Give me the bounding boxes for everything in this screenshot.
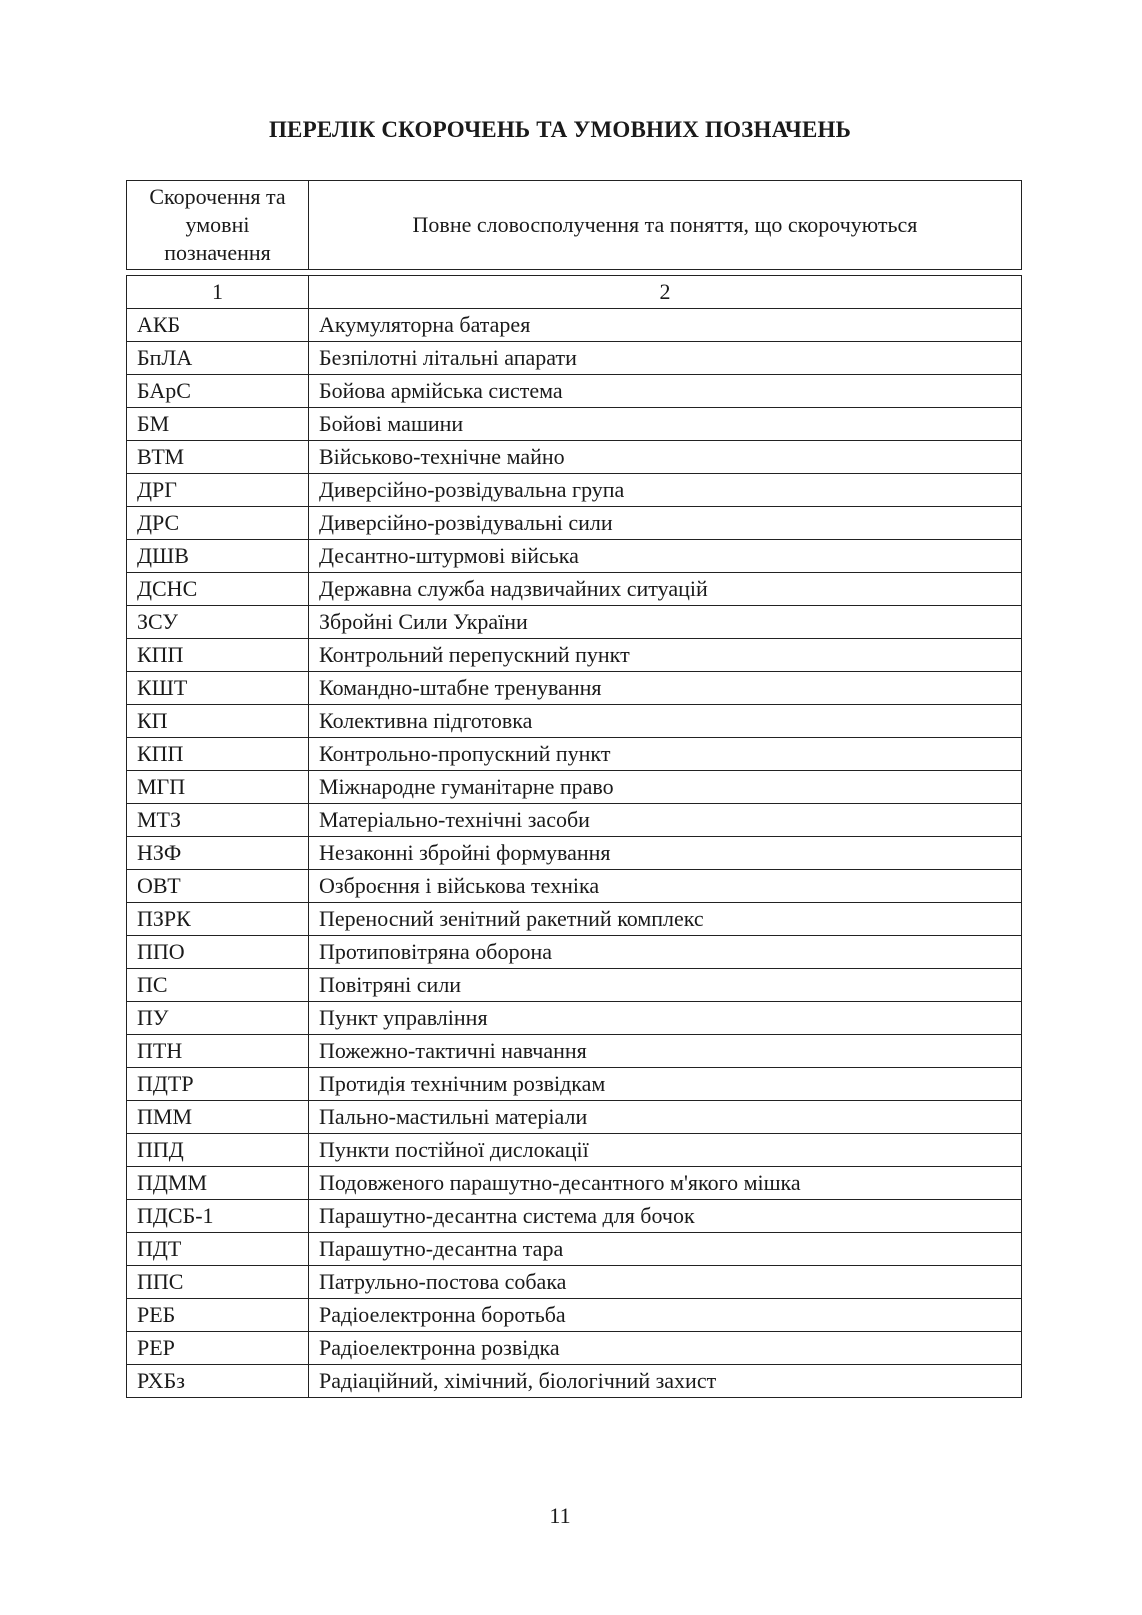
full-term-cell: Акумуляторна батарея <box>309 309 1022 342</box>
table-row <box>127 1365 1022 1398</box>
table-row <box>127 1167 1022 1200</box>
header-abbreviation-cell <box>127 181 309 270</box>
abbreviation-cell: БпЛА <box>127 342 309 375</box>
table-row <box>127 606 1022 639</box>
full-term-cell: Протидія технічним розвідкам <box>309 1068 1022 1101</box>
table-header <box>126 180 1022 270</box>
page-title: ПЕРЕЛІК СКОРОЧЕНЬ ТА УМОВНИХ ПОЗНАЧЕНЬ <box>268 117 852 142</box>
table-row <box>127 1332 1022 1365</box>
full-term-cell: Парашутно-десантна тара <box>309 1233 1022 1266</box>
full-term-cell: Повітряні сили <box>309 969 1022 1002</box>
header-abbreviation-line: позначення <box>164 240 271 265</box>
abbreviation-cell: ОВТ <box>127 870 309 903</box>
abbreviation-cell: ЗСУ <box>127 606 309 639</box>
table-row <box>127 408 1022 441</box>
header-full-term-cell: Повне словосполучення та поняття, що скорочуються <box>309 181 1022 270</box>
table-row <box>127 1299 1022 1332</box>
table-row <box>127 738 1022 771</box>
table-row <box>127 342 1022 375</box>
abbreviation-cell: ПММ <box>127 1101 309 1134</box>
full-term-cell: Державна служба надзвичайних ситуацій <box>309 573 1022 606</box>
column-number: 1 <box>127 276 309 309</box>
full-term-cell: Пожежно-тактичні навчання <box>309 1035 1022 1068</box>
abbreviation-cell: ДРС <box>127 507 309 540</box>
column-number: 2 <box>309 276 1022 309</box>
abbreviation-cell: ППС <box>127 1266 309 1299</box>
full-term-cell: Безпілотні літальні апарати <box>309 342 1022 375</box>
abbreviation-cell: КПП <box>127 639 309 672</box>
abbreviation-cell: ДСНС <box>127 573 309 606</box>
full-term-cell: Незаконні збройні формування <box>309 837 1022 870</box>
full-term-cell: Радіоелектронна розвідка <box>309 1332 1022 1365</box>
full-term-cell: Диверсійно-розвідувальні сили <box>309 507 1022 540</box>
abbreviation-cell: ПДСБ-1 <box>127 1200 309 1233</box>
full-term-cell: Диверсійно-розвідувальна група <box>309 474 1022 507</box>
table-row <box>127 903 1022 936</box>
full-term-cell: Парашутно-десантна система для бочок <box>309 1200 1022 1233</box>
full-term-cell: Військово-технічне майно <box>309 441 1022 474</box>
full-term-cell: Пункт управління <box>309 1002 1022 1035</box>
full-term-cell: Командно-штабне тренування <box>309 672 1022 705</box>
abbreviation-cell: АКБ <box>127 309 309 342</box>
table-row <box>127 507 1022 540</box>
full-term-cell: Міжнародне гуманітарне право <box>309 771 1022 804</box>
column-number-row <box>127 276 1022 309</box>
table-row <box>127 1068 1022 1101</box>
full-term-cell: Патрульно-постова собака <box>309 1266 1022 1299</box>
full-term-cell: Подовженого парашутно-десантного м'якого мішка <box>309 1167 1022 1200</box>
abbreviation-cell: ПДТ <box>127 1233 309 1266</box>
abbreviation-cell: ДРГ <box>127 474 309 507</box>
full-term-cell: Бойова армійська система <box>309 375 1022 408</box>
full-term-cell: Збройні Сили України <box>309 606 1022 639</box>
table-row <box>127 672 1022 705</box>
full-term-cell: Контрольний перепускний пункт <box>309 639 1022 672</box>
table-row <box>127 441 1022 474</box>
page-number: 11 <box>549 1503 571 1528</box>
full-term-cell: Радіаційний, хімічний, біологічний захист <box>309 1365 1022 1398</box>
full-term-cell: Пункти постійної дислокації <box>309 1134 1022 1167</box>
table-row <box>127 837 1022 870</box>
abbreviation-cell: ПУ <box>127 1002 309 1035</box>
abbreviation-cell: ПДММ <box>127 1167 309 1200</box>
table-row <box>127 771 1022 804</box>
table-row <box>127 1002 1022 1035</box>
abbreviation-cell: ППО <box>127 936 309 969</box>
full-term-cell: Десантно-штурмові війська <box>309 540 1022 573</box>
full-term-cell: Протиповітряна оборона <box>309 936 1022 969</box>
abbreviation-cell: ППД <box>127 1134 309 1167</box>
abbreviation-cell: БАрС <box>127 375 309 408</box>
table-row <box>127 309 1022 342</box>
full-term-cell: Бойові машини <box>309 408 1022 441</box>
full-term-cell: Переносний зенітний ракетний комплекс <box>309 903 1022 936</box>
abbreviation-cell: КП <box>127 705 309 738</box>
table-row <box>127 705 1022 738</box>
table-row <box>127 804 1022 837</box>
abbreviation-cell: РХБз <box>127 1365 309 1398</box>
header-abbreviation-line: умовні <box>185 212 250 237</box>
abbreviation-cell: КШТ <box>127 672 309 705</box>
table-row <box>127 969 1022 1002</box>
abbreviation-cell: ДШВ <box>127 540 309 573</box>
full-term-cell: Пально-мастильні матеріали <box>309 1101 1022 1134</box>
abbreviation-cell: БМ <box>127 408 309 441</box>
abbreviation-cell: РЕР <box>127 1332 309 1365</box>
abbreviation-cell: МГП <box>127 771 309 804</box>
full-term-cell: Контрольно-пропускний пункт <box>309 738 1022 771</box>
table-row <box>127 1134 1022 1167</box>
full-term-cell: Озброєння і військова техніка <box>309 870 1022 903</box>
abbreviation-cell: НЗФ <box>127 837 309 870</box>
table-row <box>127 870 1022 903</box>
table-row <box>127 474 1022 507</box>
abbreviation-cell: ВТМ <box>127 441 309 474</box>
header-abbreviation-line: Скорочення та <box>149 184 286 209</box>
abbreviation-cell: ПТН <box>127 1035 309 1068</box>
table-row <box>127 573 1022 606</box>
full-term-cell: Колективна підготовка <box>309 705 1022 738</box>
table-row <box>127 936 1022 969</box>
abbreviation-cell: ПС <box>127 969 309 1002</box>
full-term-cell: Матеріально-технічні засоби <box>309 804 1022 837</box>
table-row <box>127 375 1022 408</box>
abbreviation-cell: ПЗРК <box>127 903 309 936</box>
abbreviation-cell: МТЗ <box>127 804 309 837</box>
abbreviations-table <box>126 275 1022 1398</box>
abbreviation-cell: КПП <box>127 738 309 771</box>
table-row <box>127 1266 1022 1299</box>
table-row <box>127 1200 1022 1233</box>
full-term-cell: Радіоелектронна боротьба <box>309 1299 1022 1332</box>
abbreviation-cell: ПДТР <box>127 1068 309 1101</box>
table-row <box>127 1101 1022 1134</box>
table-row <box>127 1035 1022 1068</box>
table-row <box>127 540 1022 573</box>
table-row <box>127 639 1022 672</box>
abbreviation-cell: РЕБ <box>127 1299 309 1332</box>
table-row <box>127 1233 1022 1266</box>
